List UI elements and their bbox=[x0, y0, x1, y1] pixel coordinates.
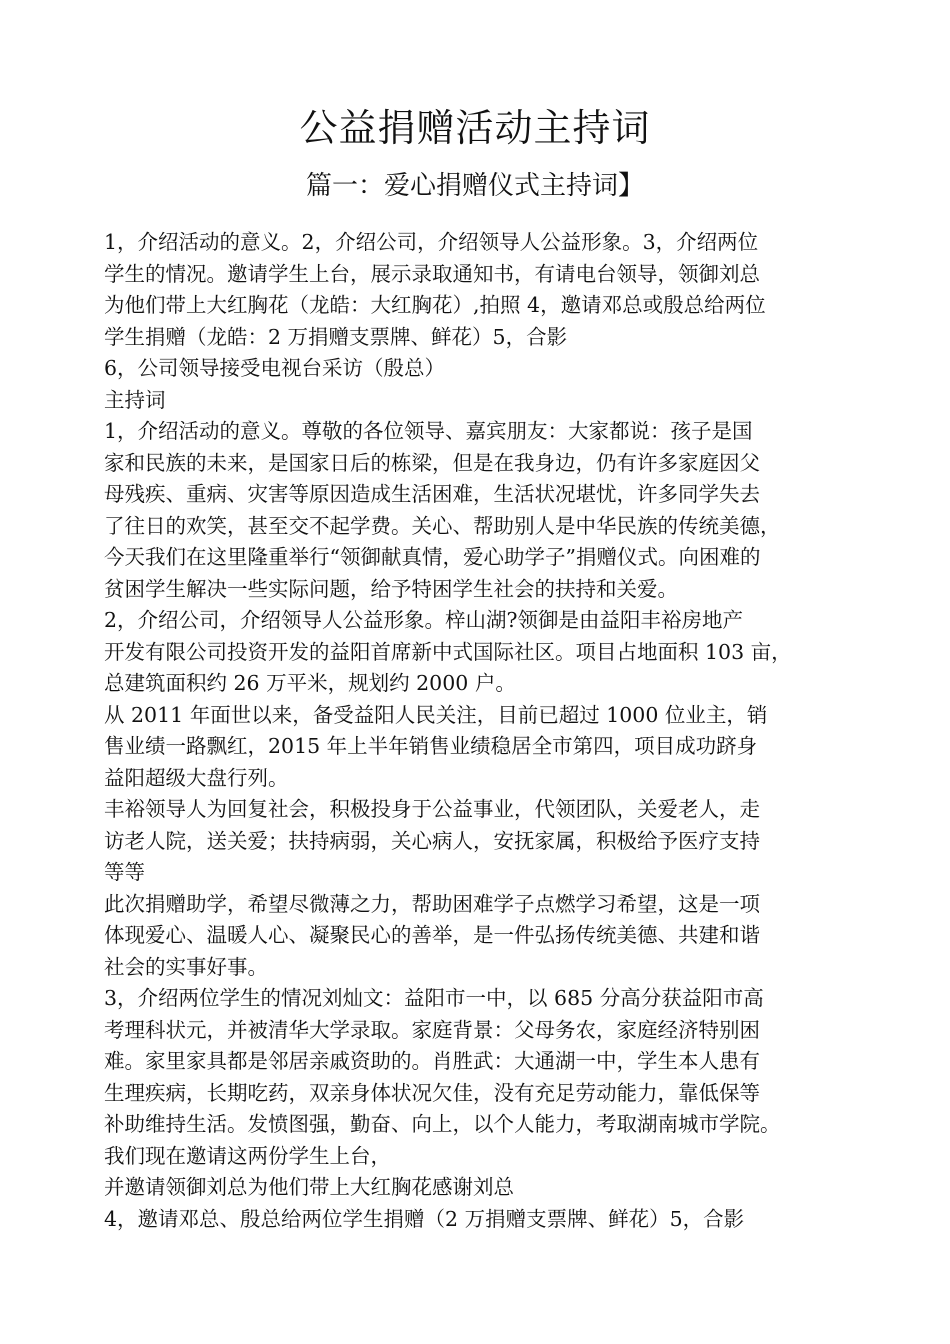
text-line: 访老人院，送关爱；扶持病弱，关心病人，安抚家属，积极给予医疗支持 bbox=[104, 828, 760, 853]
text-line: 母残疾、重病、灾害等原因造成生活困难，生活状况堪忧，许多同学失去 bbox=[104, 482, 760, 506]
text-line: 为他们带上大红胸花（龙皓：大红胸花）,拍照 4，邀请邓总或殷总给两位 bbox=[104, 293, 766, 317]
text-line: 丰裕领导人为回复社会，积极投身于公益事业，代领团队，关爱老人，走 bbox=[104, 797, 760, 821]
text-line: 难。家里家具都是邻居亲戚资助的。肖胜武：大通湖一中，学生本人患有 bbox=[104, 1049, 760, 1073]
text-line: 家和民族的未来，是国家日后的栋梁，但是在我身边，仍有许多家庭因父 bbox=[104, 450, 760, 475]
text-line: 生理疾病，长期吃药，双亲身体状况欠佳，没有充足劳动能力，靠低保等 bbox=[104, 1080, 760, 1105]
text-line: 学生捐赠（龙皓：2 万捐赠支票牌、鲜花）5，合影 bbox=[104, 324, 568, 349]
text-line: 4，邀请邓总、殷总给两位学生捐赠（2 万捐赠支票牌、鲜花）5，合影 bbox=[104, 1206, 745, 1231]
document-subtitle: 篇一：爱心捐赠仪式主持词】 bbox=[305, 171, 644, 201]
document-body bbox=[104, 227, 864, 1235]
text-line: 并邀请领御刘总为他们带上大红胸花感谢刘总 bbox=[104, 1175, 514, 1199]
text-line: 今天我们在这里隆重举行“领御献真情，爱心助学子”捐赠仪式。向困难的 bbox=[104, 545, 761, 569]
text-line: 总建筑面积约 26 万平米，规划约 2000 户。 bbox=[104, 671, 516, 695]
document-title: 公益捐赠活动主持词 bbox=[299, 106, 651, 150]
text-line: 贫困学生解决一些实际问题，给予特困学生社会的扶持和关爱。 bbox=[104, 576, 678, 601]
text-line: 此次捐赠助学，希望尽微薄之力，帮助困难学子点燃学习希望，这是一项 bbox=[104, 891, 760, 916]
text-line: 售业绩一路飘红，2015 年上半年销售业绩稳居全市第四，项目成功跻身 bbox=[104, 734, 758, 758]
text-line: 考理科状元，并被清华大学录取。家庭背景：父母务农，家庭经济特别困 bbox=[104, 1017, 760, 1042]
text-line: 补助维持生活。发愤图强，勤奋、向上，以个人能力，考取湖南城市学院。 bbox=[104, 1112, 781, 1136]
text-line: 学生的情况。邀请学生上台，展示录取通知书，有请电台领导，领御刘总 bbox=[104, 261, 760, 286]
text-line: 3，介绍两位学生的情况刘灿文：益阳市一中，以 685 分高分获益阳市高 bbox=[104, 986, 764, 1010]
text-line: 2，介绍公司，介绍领导人公益形象。梓山湖?领御是由益阳丰裕房地产 bbox=[104, 608, 744, 632]
text-line: 6，公司领导接受电视台采访（殷总） bbox=[104, 356, 446, 380]
text-line: 益阳超级大盘行列。 bbox=[104, 765, 289, 790]
text-line: 1，介绍活动的意义。尊敬的各位领导、嘉宾朋友：大家都说：孩子是国 bbox=[104, 419, 753, 443]
text-line: 从 2011 年面世以来，备受益阳人民关注，目前已超过 1000 位业主，销 bbox=[104, 702, 768, 727]
text-line: 等等 bbox=[104, 860, 145, 884]
text-line: 我们现在邀请这两份学生上台， bbox=[104, 1143, 391, 1168]
text-line: 开发有限公司投资开发的益阳首席新中式国际社区。项目占地面积 103 亩， bbox=[104, 639, 792, 664]
text-line: 1，介绍活动的意义。2，介绍公司，介绍领导人公益形象。3，介绍两位 bbox=[104, 230, 759, 254]
text-line: 了往日的欢笑，甚至交不起学费。关心、帮助别人是中华民族的传统美德， bbox=[104, 513, 781, 538]
text-line: 主持词 bbox=[104, 387, 166, 412]
text-line: 社会的实事好事。 bbox=[104, 954, 268, 979]
text-line: 体现爱心、温暖人心、凝聚民心的善举，是一件弘扬传统美德、共建和谐 bbox=[104, 923, 760, 947]
